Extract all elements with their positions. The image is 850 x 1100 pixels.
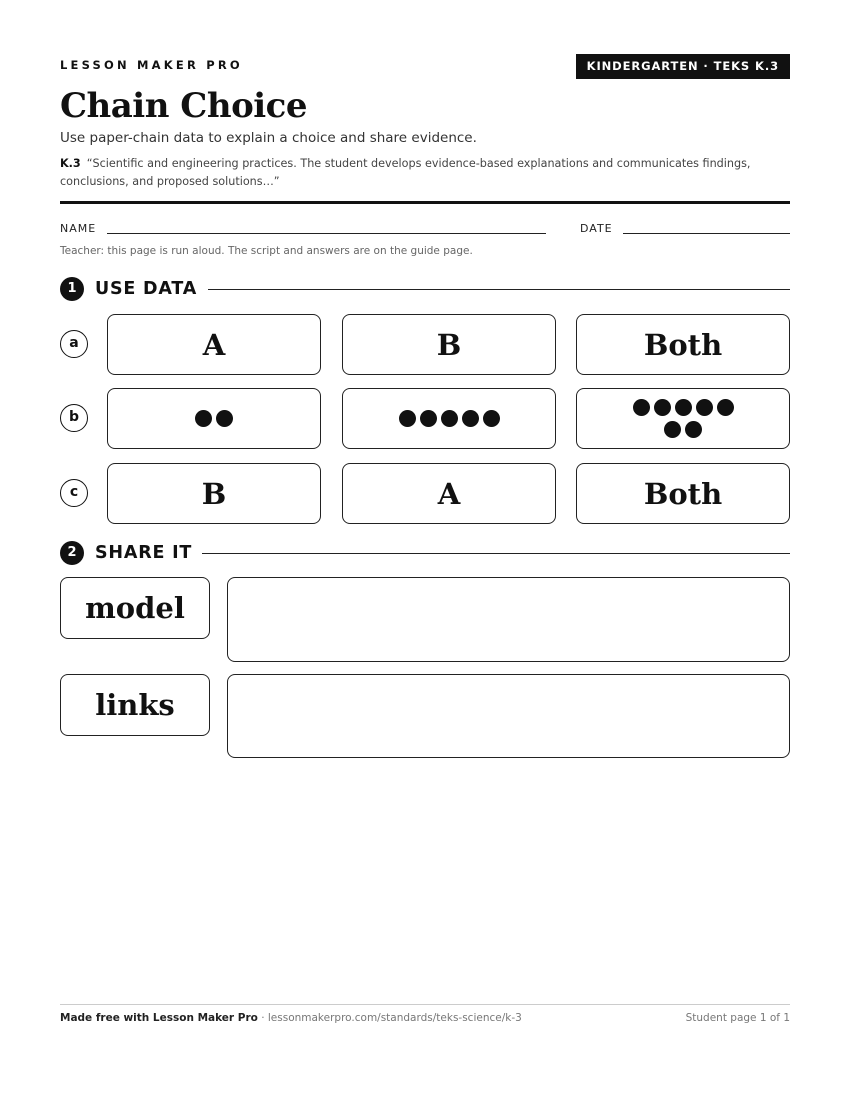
choice-card[interactable]: [107, 463, 321, 524]
standard-quote: [60, 155, 790, 191]
word-card-links: [60, 674, 210, 736]
dot-choice-card[interactable]: [576, 388, 790, 449]
name-field[interactable]: [107, 233, 546, 234]
word-label: model: [85, 591, 185, 625]
row-letter-a: a: [60, 330, 88, 358]
row-letter-c: c: [60, 479, 88, 507]
chain-link-dot: [441, 410, 458, 427]
answer-box[interactable]: [227, 577, 790, 662]
chain-links-dots: [195, 410, 233, 427]
choice-label: Both: [643, 476, 723, 511]
word-label: links: [95, 688, 175, 722]
choice-card[interactable]: [342, 314, 556, 375]
chain-link-dot: [420, 410, 437, 427]
chain-link-dot: [654, 399, 671, 416]
page-title: Chain Choice: [60, 86, 307, 126]
chain-link-dot: [717, 399, 734, 416]
section-rule: [208, 289, 790, 290]
chain-link-dot: [216, 410, 233, 427]
worksheet-page: [60, 0, 790, 1100]
brand-name: LESSON MAKER PRO: [60, 58, 243, 72]
dot-choice-card[interactable]: [342, 388, 556, 449]
date-field[interactable]: [623, 233, 790, 234]
choice-label: Both: [643, 327, 723, 362]
choice-label: A: [202, 327, 226, 362]
chain-link-dot: [685, 421, 702, 438]
section-rule: [201, 553, 790, 554]
chain-link-dot: [399, 410, 416, 427]
chain-link-dot: [483, 410, 500, 427]
choice-card[interactable]: [342, 463, 556, 524]
footer-separator: ·: [257, 1012, 268, 1024]
teacher-note: Teacher: this page is run aloud. The script and answers are on the guide page.: [60, 245, 473, 257]
chain-link-dot: [195, 410, 212, 427]
page-subtitle: Use paper-chain data to explain a choice and share evidence.: [60, 130, 477, 146]
section-use-data-header: [60, 277, 790, 301]
grade-standard-badge: KINDERGARTEN · TEKS K.3: [576, 54, 790, 79]
chain-links-dots: [633, 399, 734, 438]
section-title: SHARE IT: [95, 541, 202, 565]
chain-link-dot: [696, 399, 713, 416]
dot-row: [195, 410, 233, 427]
row-letter-b: b: [60, 404, 88, 432]
choice-label: B: [201, 476, 227, 511]
header-divider: [60, 201, 790, 204]
section-number: 1: [60, 277, 84, 301]
name-label: NAME: [60, 222, 97, 235]
choice-card[interactable]: [576, 314, 790, 375]
section-title: USE DATA: [95, 277, 207, 301]
footer-credit: [60, 1012, 522, 1024]
choice-card[interactable]: [576, 463, 790, 524]
name-date-row: [60, 222, 790, 238]
answer-box[interactable]: [227, 674, 790, 758]
dot-row: [399, 410, 500, 427]
standard-text: “Scientific and engineering practices. The student develops evidence-based explanations and communicates findings, conclusions, and proposed solutions…”: [60, 157, 751, 188]
chain-link-dot: [633, 399, 650, 416]
chain-link-dot: [675, 399, 692, 416]
chain-link-dot: [462, 410, 479, 427]
footer-brand: Made free with Lesson Maker Pro: [60, 1012, 258, 1024]
footer-url[interactable]: lessonmakerpro.com/standards/teks-science/k-3: [267, 1012, 522, 1024]
section-share-it-header: [60, 541, 790, 565]
dot-row: [664, 421, 702, 438]
choice-label: B: [436, 327, 462, 362]
chain-links-dots: [399, 410, 500, 427]
section-number: 2: [60, 541, 84, 565]
footer-divider: [60, 1004, 790, 1005]
footer-page-number: Student page 1 of 1: [685, 1012, 790, 1024]
dot-choice-card[interactable]: [107, 388, 321, 449]
chain-link-dot: [664, 421, 681, 438]
word-card-model: [60, 577, 210, 639]
standard-code: K.3: [60, 157, 81, 170]
choice-card[interactable]: [107, 314, 321, 375]
dot-row: [633, 399, 734, 416]
date-label: DATE: [580, 222, 613, 235]
choice-label: A: [437, 476, 461, 511]
